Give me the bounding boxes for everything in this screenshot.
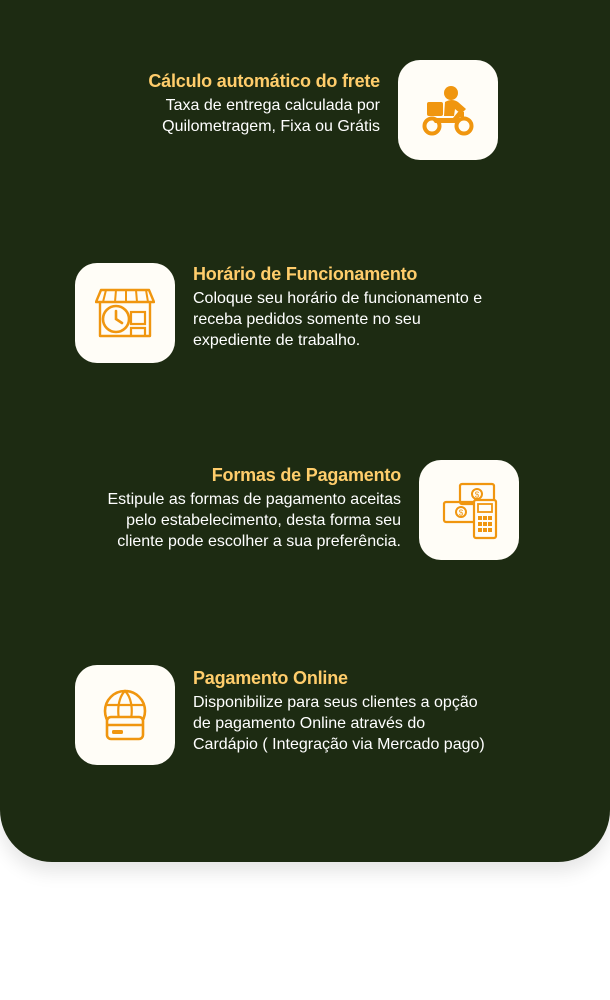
feature-title-horario: Horário de Funcionamento [193, 264, 418, 284]
feature-card-horario [75, 263, 493, 363]
delivery-scooter-icon [417, 84, 479, 136]
feature-text-pagamento [78, 460, 401, 553]
feature-title-pagamento: Formas de Pagamento [211, 465, 401, 485]
feature-title-online: Pagamento Online [193, 668, 348, 688]
feature-icon-tile-pagamento [419, 460, 519, 560]
feature-title-frete: Cálculo automático do frete [148, 71, 380, 91]
feature-icon-tile-online [75, 665, 175, 765]
feature-text-frete [100, 60, 380, 138]
svg-text:$: $ [458, 508, 464, 518]
globe-credit-card-icon [95, 687, 155, 743]
feature-card-online [75, 665, 493, 765]
feature-text-online [193, 665, 493, 756]
storefront-clock-icon [95, 284, 155, 342]
feature-card-pagamento [78, 460, 519, 560]
cash-pos-terminal-icon [438, 480, 500, 540]
feature-icon-tile-frete [398, 60, 498, 160]
feature-description-online: Disponibilize para seus clientes a opção de pagamento Online através do Cardápio ( Integração via Mercado pago) [193, 694, 485, 753]
feature-card-frete [100, 60, 498, 160]
feature-description-pagamento: Estipule as formas de pagamento aceitas pelo estabelecimento, desta forma seu cliente pode escolher a sua preferência. [107, 491, 401, 550]
svg-text:$: $ [474, 490, 480, 500]
feature-icon-tile-horario [75, 263, 175, 363]
feature-description-horario: Coloque seu horário de funcionamento e receba pedidos somente no seu expediente de trabalho. [193, 290, 483, 349]
feature-text-horario [193, 263, 493, 352]
feature-description-frete: Taxa de entrega calculada por Quilometragem, Fixa ou Grátis [162, 97, 380, 136]
